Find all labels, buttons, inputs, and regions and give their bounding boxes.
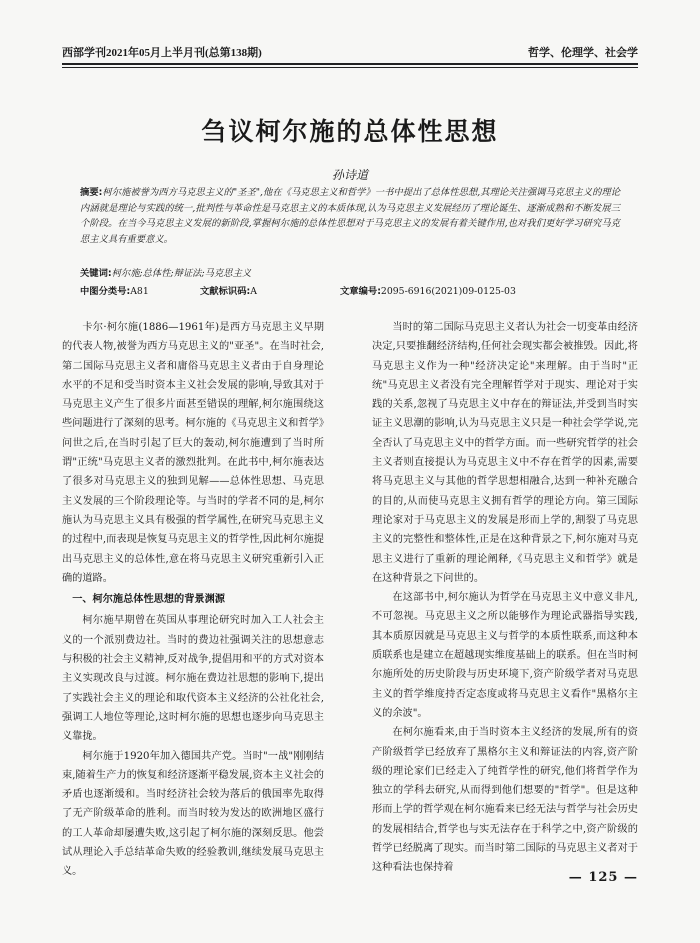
- section-name: 哲学、伦理学、社会学: [528, 46, 638, 59]
- clc-field: [80, 283, 200, 297]
- keywords: [80, 265, 620, 279]
- doc-code-field: [200, 283, 340, 297]
- body-paragraph: 卡尔·柯尔施(1886—1961年)是西方马克思主义早期的代表人物,被誉为西方马克思主义的"亚圣"。在当时社会,第二国际马克思主义者和庸俗马克思主义者由于自身理论水平的不足和受当时资本主义社会发展的影响,导致其对于马克思主义产生了很多片面甚至错误的理解,柯尔施围绕这些问题进行了深刻的思考。柯尔施的《马克思主义和哲学》问世之后,在当时引起了巨大的轰动,柯尔施遭到了当时所谓"正统"马克思主义者的激烈批判。在此书中,柯尔施表达了很多对马克思主义的独到见解——总体性思想、马克思主义发展的三个阶段理论等。与当时的学者不同的是,柯尔施认为马克思主义具有极强的哲学属性,在研究马克思主义的过程中,而表现是恢复马克思主义的哲学性,因此柯尔施提出马克思主义的总体性,意在将马克思主义研究重新引入正确的道路。: [62, 322, 324, 584]
- running-header: [62, 40, 638, 60]
- keywords-text: 柯尔施;总体性;辩证法;马克思主义: [111, 268, 252, 279]
- article-no-field: [340, 283, 516, 297]
- article-no-value: 2095-6916(2021)09-0125-03: [380, 286, 516, 297]
- body-paragraph: 在柯尔施看来,由于当时资本主义经济的发展,所有的资产阶级哲学已经放弃了黑格尔主义和辩证法的内容,资产阶级的理论家们已经走入了纯哲学性的研究,他们将哲学作为独立的学科去研究,从而得到他们想要的"哲学"。但是这种形而上学的哲学观在柯尔施看来已经无法与哲学与社会历史的发展相结合,哲学也与实无法存在于科学之中,资产阶级的哲学已经脱离了现实。而当时第二国际的马克思主义者对于这种看法也保持着: [372, 727, 638, 874]
- article-title: 刍议柯尔施的总体性思想: [201, 117, 499, 146]
- abstract-text: 柯尔施被誉为西方马克思主义的"圣圣",他在《马克思主义和哲学》一书中提出了总体性思想,其理论关注强调马克思主义的理论内涵就是理论与实践的统一,批判性与革命性是马克思主义的本质体现,认为马克思主义发展经历了理论诞生、逐渐成熟和不断发展三个阶段。在当今马克思主义发展的新阶段,掌握柯尔施的总体性思想对于马克思主义的发展有着关键作用,也对我们更好学习研究马克思主义具有重要意义。: [80, 187, 621, 245]
- article-author: 孙诗道: [331, 168, 368, 182]
- abstract: [80, 185, 620, 247]
- body-paragraph: 在这部书中,柯尔施认为哲学在马克思主义中意义非凡,不可忽视。马克思主义之所以能够作为理论武器指导实践,其本质原因就是马克思主义与哲学的本质性联系,而这种本质联系也是建立在超越现实维度基础上的联系。但在当时柯尔施所处的历史阶段与历史环境下,资产阶级学者对马克思主义的哲学维度持否定态度或将马克思主义看作"黑格尔主义的余波"。: [372, 592, 638, 719]
- keywords-label: 关键词:: [80, 268, 112, 279]
- article-no-label: 文章编号:: [340, 286, 381, 297]
- doc-code-value: A: [250, 286, 257, 297]
- body-right-column: [372, 318, 638, 878]
- header-rule-thick: [62, 63, 638, 65]
- body-paragraph: 当时的第二国际马克思主义者认为社会一切变革由经济决定,只要推翻经济结构,任何社会现实都会被推毁。因此,将马克思主义作为一种"经济决定论"来理解。由于当时"正统"马克思主义者没有完全理解哲学对于现实、理论对于实践的关系,忽视了马克思主义中存在的辩证法,并受到当时实证主义思潮的影响,认为马克思主义只是一种社会学学说,完全否认了马克思主义中的哲学方面。而一些研究哲学的社会主义者则直接提认为马克思主义中不存在哲学的因素,需要将马克思主义与其他的哲学思想相融合,达到一种补充融合的目的,从而使马克思主义拥有哲学的理论方向。第三国际理论家对于马克思主义的发展是形而上学的,割裂了马克思主义的完整性和整体性,正是在这种背景之下,柯尔施对马克思主义进行了重新的理论阐释,《马克思主义和哲学》就是在这种背景之下问世的。: [372, 322, 638, 584]
- abstract-label: 摘要:: [80, 187, 103, 198]
- doc-code-label: 文献标识码:: [200, 286, 251, 297]
- page-number: — 125 —: [568, 870, 638, 885]
- journal-name: 西部学刊2021年05月上半月刊(总第138期): [62, 47, 262, 59]
- body-paragraph: 柯尔施于1920年加入德国共产党。当时"一战"刚刚结束,随着生产力的恢复和经济逐渐平稳发展,资本主义社会的矛盾也逐渐缓和。当时经济社会较为落后的俄国率先取得了无产阶级革命的胜利。而当时较为发达的欧洲地区盛行的工人革命却屡遭失败,这引起了柯尔施的深刻反思。他尝试从理论入手总结革命失败的经验教训,继续发展马克思主义。: [62, 750, 324, 878]
- clc-value: A81: [130, 286, 149, 297]
- body-paragraph: 柯尔施早期曾在英国从事理论研究时加入工人社会主义的一个派别费边社。当时的费边社强调关注的思想意志与积极的社会主义精神,反对战争,提倡用和平的方式对资本主义实现改良与过渡。柯尔施在费边社思想的影响下,提出了实践社会主义的理论和取代资本主义经济的公社化社会,强调工人地位等理论,这时柯尔施的思想也逐步向马克思主义靠拢。: [62, 615, 324, 743]
- body-left-column: [62, 318, 324, 882]
- section-heading: 一、柯尔施总体性思想的背景渊源: [72, 594, 225, 606]
- header-rule-thin: [62, 67, 638, 68]
- article-meta: [80, 283, 620, 297]
- clc-label: 中图分类号:: [80, 286, 131, 297]
